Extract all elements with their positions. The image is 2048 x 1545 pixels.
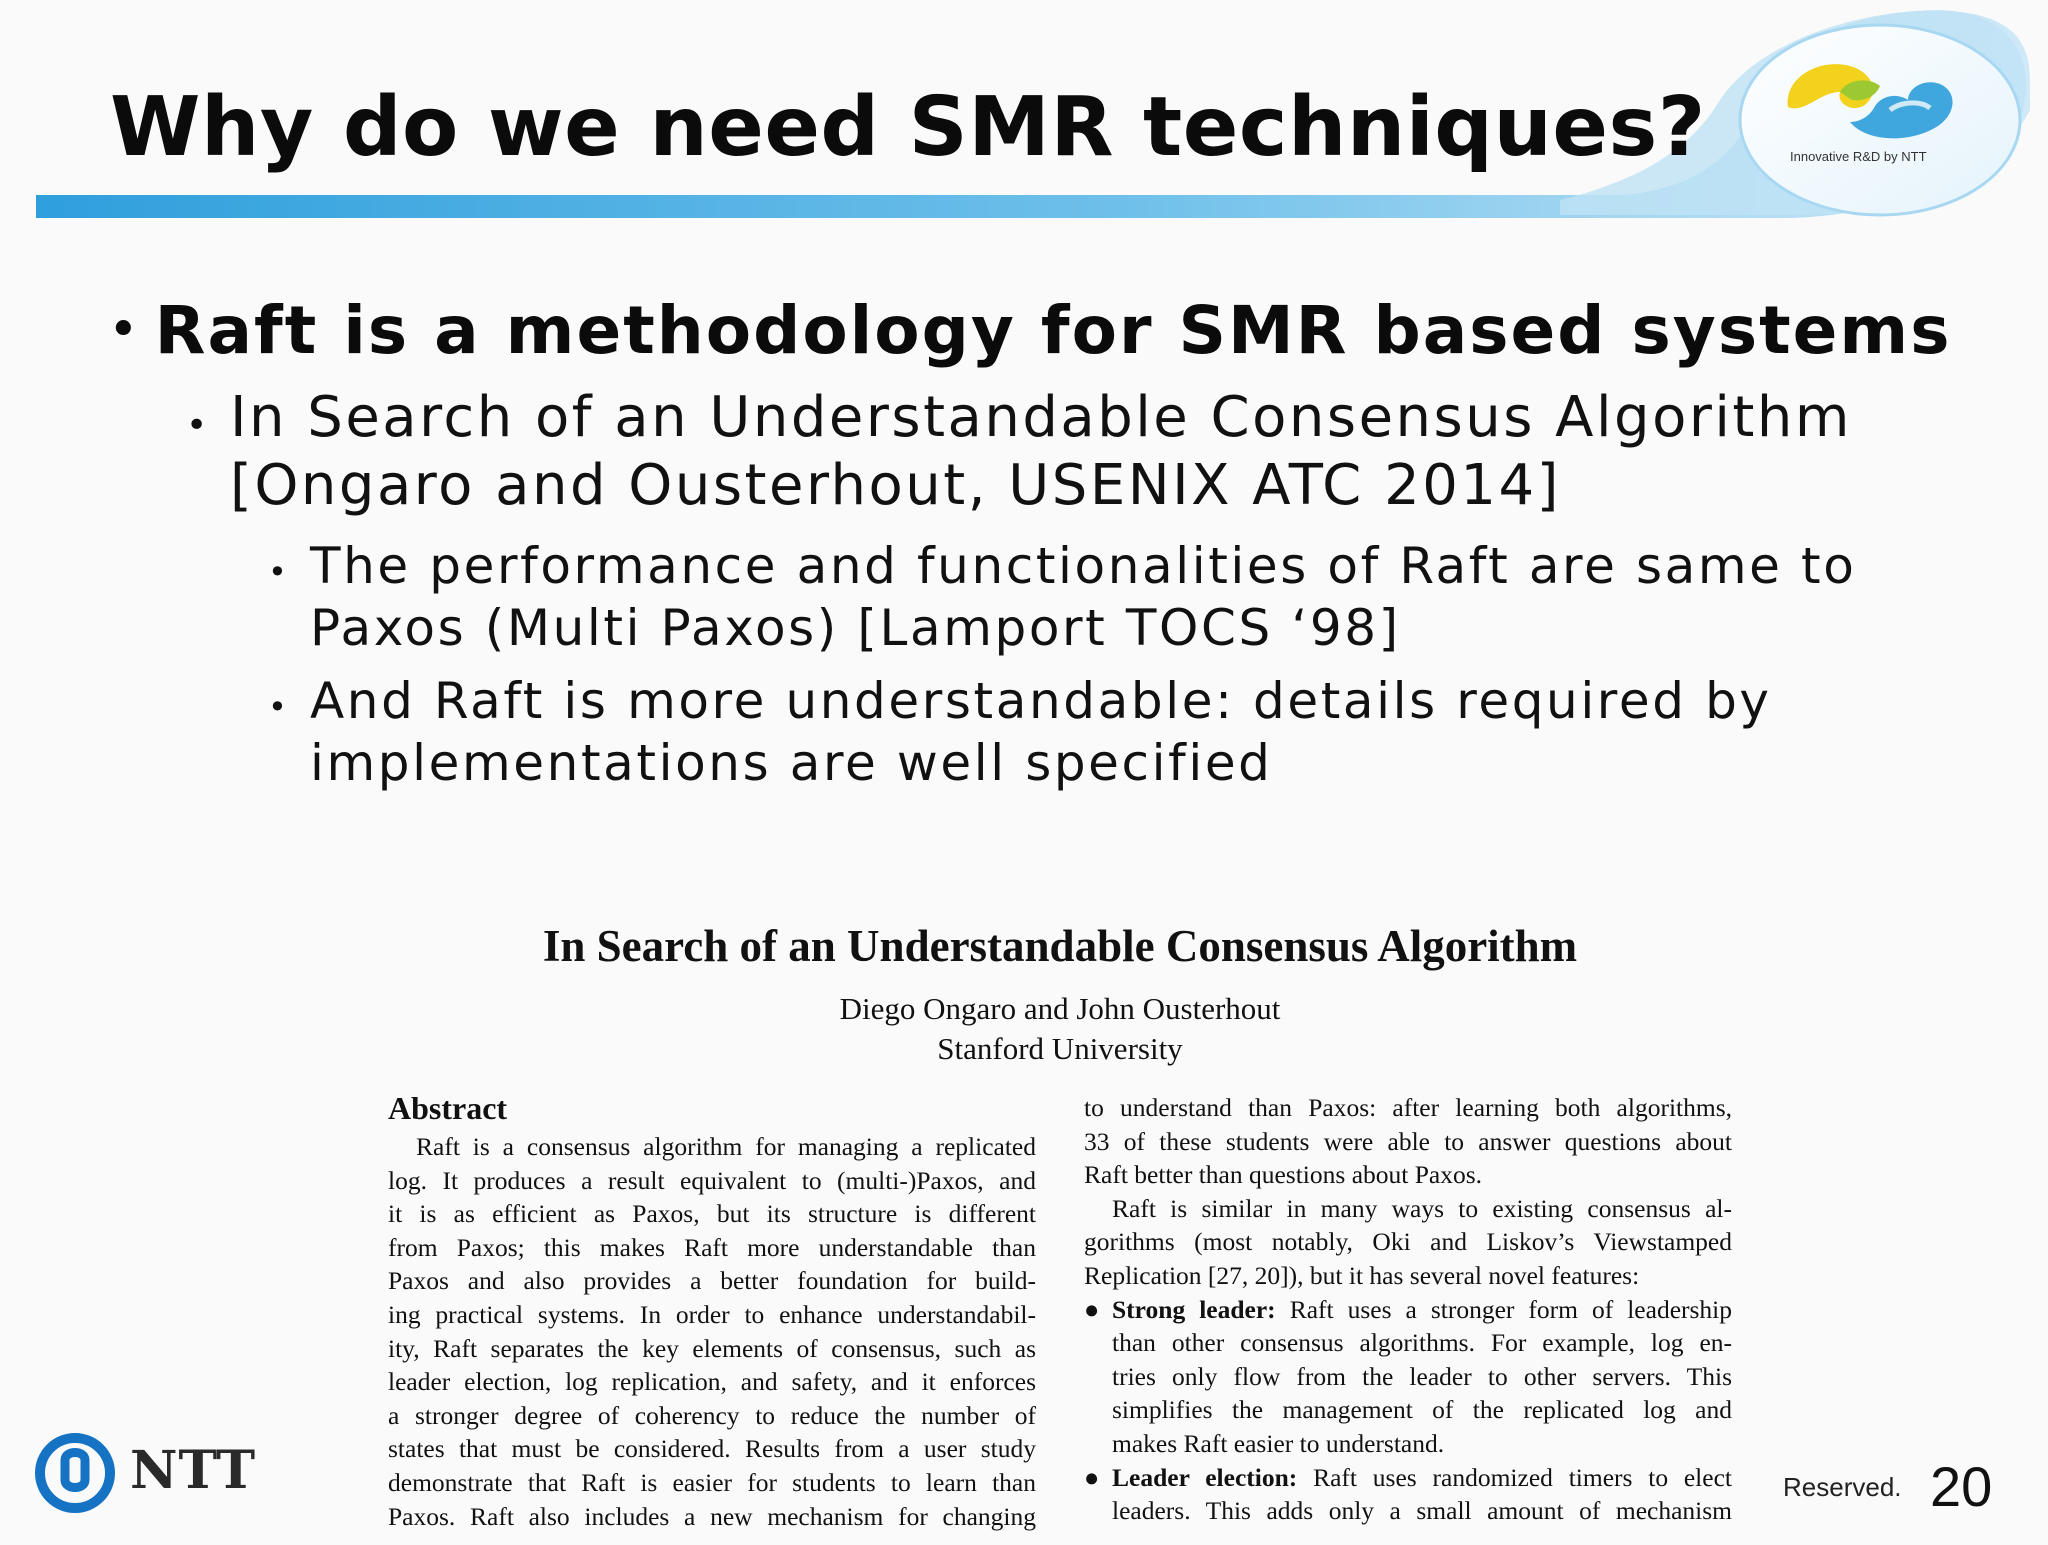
bullet-2-line-2: [Ongaro and Ousterhout, USENIX ATC 2014] bbox=[230, 453, 1561, 518]
paper-line: demonstrate that Raft is easier for students to learn than bbox=[388, 1467, 1036, 1497]
paper-line: Raft is similar in many ways to existing consensus al- bbox=[1112, 1193, 1732, 1223]
bullet-1-text: Raft is a methodology for SMR based systems bbox=[154, 292, 1952, 369]
page-number: 20 bbox=[1930, 1455, 1993, 1518]
bullet-dot: • bbox=[108, 300, 141, 360]
footer-reserved: Reserved. bbox=[1783, 1472, 1902, 1502]
ntt-logo-icon bbox=[34, 1432, 116, 1514]
bullet-level-1 bbox=[108, 292, 1951, 369]
leader-election-term: Leader election: bbox=[1112, 1462, 1298, 1492]
bullet-3a-line-2: Paxos (Multi Paxos) [Lamport TOCS ‘98] bbox=[310, 599, 1401, 657]
leader-election-text: Raft uses randomized timers to elect bbox=[1313, 1462, 1732, 1492]
bullet-2-line-1: In Search of an Understandable Consensus Algorithm bbox=[230, 385, 1852, 450]
innovative-rd-logo-icon bbox=[1780, 52, 1960, 147]
bullet-3b-line-2: implementations are well specified bbox=[310, 734, 1273, 792]
slide-title: Why do we need SMR techniques? bbox=[110, 80, 1706, 175]
abstract-heading: Abstract bbox=[388, 1090, 508, 1126]
paper-affiliation: Stanford University bbox=[937, 1031, 1183, 1066]
bullet-3a-line-1: The performance and functionalities of Raft are same to bbox=[310, 537, 1857, 595]
paper-line: ity, Raft separates the key elements of consensus, such as bbox=[388, 1333, 1036, 1363]
logo-tagline: Innovative R&D by NTT bbox=[1790, 149, 1927, 164]
paper-authors: Diego Ongaro and John Ousterhout bbox=[839, 991, 1281, 1026]
paper-excerpt bbox=[360, 905, 1760, 1545]
paper-line: it is as efficient as Paxos, but its structure is different bbox=[388, 1199, 1036, 1229]
strong-leader-item bbox=[1084, 1293, 1732, 1327]
bullet-level-3-understandable bbox=[270, 670, 1772, 794]
bullet-dot: • bbox=[268, 553, 290, 591]
paper-line: log. It produces a result equivalent to (multi-)Paxos, and bbox=[388, 1165, 1036, 1195]
paper-line: makes Raft easier to understand. bbox=[1112, 1428, 1445, 1458]
paper-left-column bbox=[388, 1090, 1036, 1533]
strong-leader-text: Raft uses a stronger form of leadership bbox=[1289, 1294, 1733, 1324]
bullet-3b-line-1: And Raft is more understandable: details required by bbox=[310, 672, 1772, 730]
paper-line: leaders. This adds only a small amount of mechanism bbox=[1112, 1496, 1732, 1526]
paper-line: Raft is a consensus algorithm for managing a replicated bbox=[416, 1132, 1036, 1161]
paper-line: 33 of these students were able to answer questions about bbox=[1084, 1126, 1732, 1156]
paper-line: than other consensus algorithms. For example, log en- bbox=[1112, 1328, 1732, 1358]
paper-line: Paxos. Raft also includes a new mechanism for changing bbox=[388, 1501, 1036, 1531]
bullet-level-2 bbox=[188, 384, 1852, 520]
paper-right-column bbox=[1084, 1091, 1732, 1528]
paper-line: ing practical systems. In order to enhance understandabil- bbox=[388, 1299, 1036, 1329]
paper-line: a stronger degree of coherency to reduce the number of bbox=[388, 1400, 1036, 1430]
paper-line: Raft better than questions about Paxos. bbox=[1084, 1160, 1483, 1190]
paper-line: states that must be considered. Results from a user study bbox=[388, 1434, 1036, 1464]
ntt-brand-text: NTT bbox=[130, 1440, 257, 1501]
paper-line: tries only flow from the leader to other servers. This bbox=[1112, 1361, 1732, 1391]
bullet-level-3-performance bbox=[270, 535, 1856, 659]
paper-line: simplifies the management of the replicated log and bbox=[1112, 1395, 1732, 1425]
paper-byline bbox=[360, 989, 1760, 1069]
bullet-dot: • bbox=[268, 688, 290, 726]
paper-line: Replication [27, 20]), but it has several novel features: bbox=[1084, 1260, 1640, 1290]
paper-line: gorithms (most notably, Oki and Liskov’s Viewstamped bbox=[1084, 1227, 1732, 1257]
bullet-dot: • bbox=[186, 405, 210, 446]
paper-line: Paxos and also provides a better foundation for build- bbox=[388, 1266, 1036, 1296]
paper-line: from Paxos; this makes Raft more understandable than bbox=[388, 1232, 1036, 1262]
bullet-dot: ● bbox=[1084, 1462, 1100, 1492]
leader-election-item bbox=[1084, 1461, 1732, 1495]
strong-leader-term: Strong leader: bbox=[1112, 1294, 1276, 1324]
paper-line: leader election, log replication, and safety, and it enforces bbox=[388, 1367, 1036, 1397]
paper-line: to understand than Paxos: after learning both algorithms, bbox=[1084, 1093, 1732, 1122]
paper-title: In Search of an Understandable Consensus Algorithm bbox=[542, 921, 1578, 971]
bullet-dot: ● bbox=[1084, 1294, 1100, 1324]
